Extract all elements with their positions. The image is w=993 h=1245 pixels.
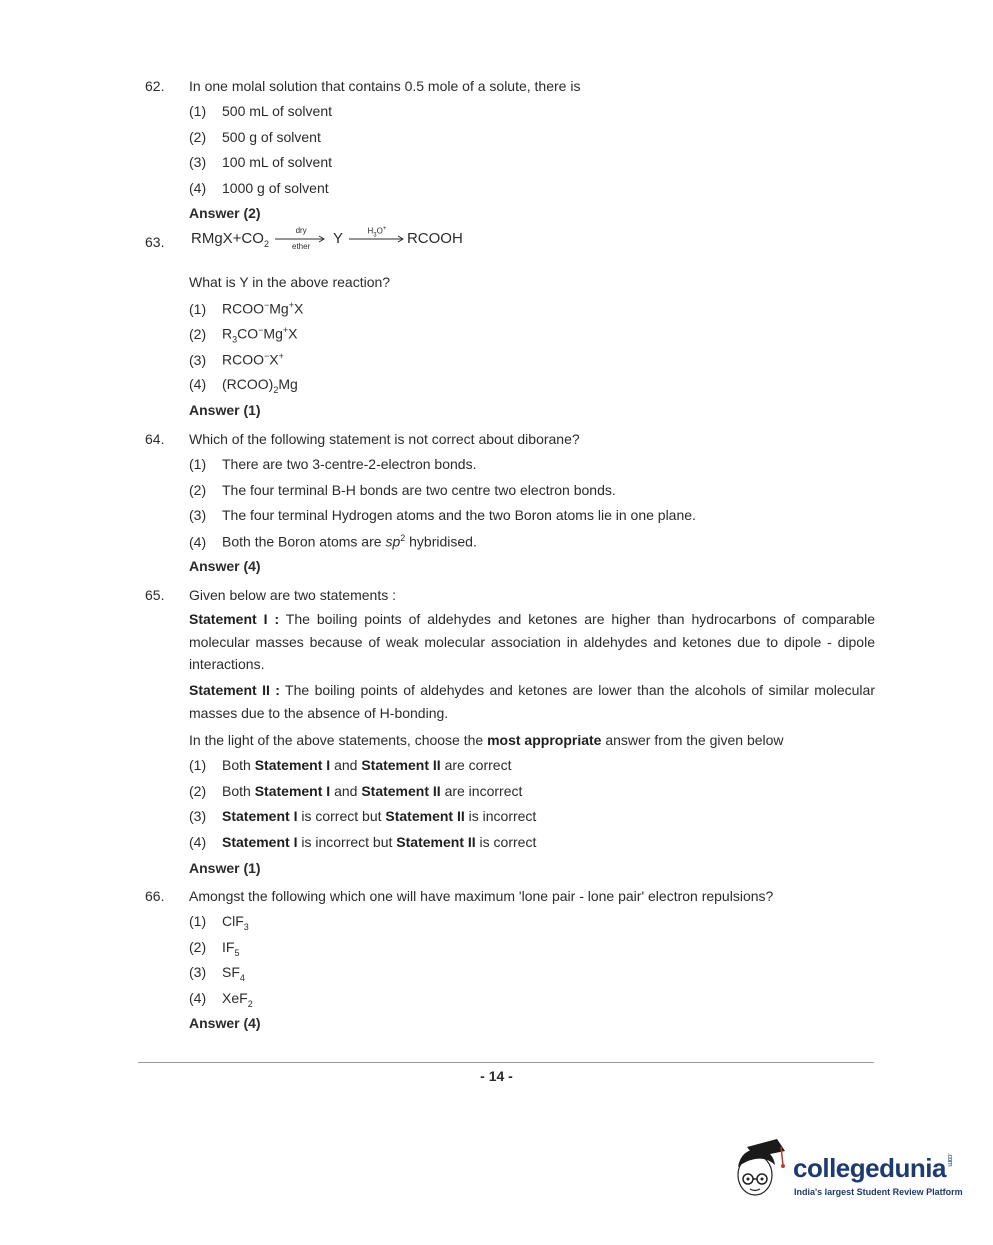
answer: Answer (4) [189,1015,261,1031]
option-4: (4) 1000 g of solvent [189,180,329,196]
mascot-icon [733,1137,791,1207]
reaction-equation: $RMgX+CO_2$ dry ether Y $H_3O^+$ RCOOH [191,226,463,251]
option-4: (4) Both the Boron atoms are $sp^2$ hybridised. [189,533,477,550]
option-1: (1) RCOO−Mg+X [189,300,304,317]
option-3: (3) $SF_4$ [189,964,245,983]
question-text: Which of the following statement is not correct about diborane? [189,431,580,447]
question-number: 63. [145,234,165,250]
instruction: In the light of the above statements, choose the most appropriate answer from the given below [189,732,784,748]
question-number: 66. [145,888,165,904]
question-number: 65. [145,587,165,603]
option-2: (2) 500 g of solvent [189,129,321,145]
option-1: (1) 500 mL of solvent [189,103,332,119]
question-text: Amongst the following which one will have maximum 'lone pair - lone pair' electron repulsions? [189,888,774,904]
option-3: (3) The four terminal Hydrogen atoms and the two Boron atoms lie in one plane. [189,507,696,523]
reaction-arrow-2: $H_3O^+$ [347,228,407,250]
answer: Answer (4) [189,558,261,574]
option-2: (2) Both Statement I and Statement II are incorrect [189,783,523,799]
option-3: (3) RCOO−X+ [189,351,284,368]
question-text: In one molal solution that contains 0.5 mole of a solute, there is [189,78,581,94]
option-2: (2) The four terminal B-H bonds are two centre two electron bonds. [189,482,616,498]
answer: Answer (1) [189,402,261,418]
collegedunia-logo [733,1137,963,1207]
brand-tagline: India's largest Student Review Platform [794,1187,963,1197]
question-text: What is Y in the above reaction? [189,274,391,290]
statement-2: Statement II : The boiling points of aldehydes and ketones are lower than the alcohols of similar molecular masses due to the absence of H-bonding. [189,682,875,721]
brand-name: collegedunia.com [793,1153,953,1183]
option-4: (4) Statement I is incorrect but Statement II is correct [189,834,537,850]
option-1: (1) There are two 3-centre-2-electron bonds. [189,456,477,472]
answer: Answer (1) [189,860,261,876]
option-1: (1) Both Statement I and Statement II are correct [189,757,512,773]
footer-divider [138,1062,874,1063]
option-3: (3) 100 mL of solvent [189,154,332,170]
option-4: (4) XeF$_2$ [189,990,253,1009]
question-number: 64. [145,431,165,447]
page-number: - 14 - [480,1068,513,1084]
question-number: 62. [145,78,165,94]
statement-1: Statement I : The boiling points of aldehydes and ketones are higher than hydrocarbons of comparable molecular masses because of weak molecular association in aldehydes and ketones due to dipole - dipole interactions. [189,611,875,672]
option-2: (2) $R_3CO^-Mg^+X$ [189,325,298,345]
reaction-arrow-1: dry ether [273,228,329,250]
option-1: (1) ClF$_3$ [189,913,249,932]
answer: Answer (2) [189,205,261,221]
option-3: (3) Statement I is correct but Statement II is incorrect [189,808,537,824]
option-2: (2) $IF_5$ [189,939,240,958]
option-4: (4) $(RCOO)_2Mg$ [189,376,298,395]
question-text: Given below are two statements : [189,587,396,603]
